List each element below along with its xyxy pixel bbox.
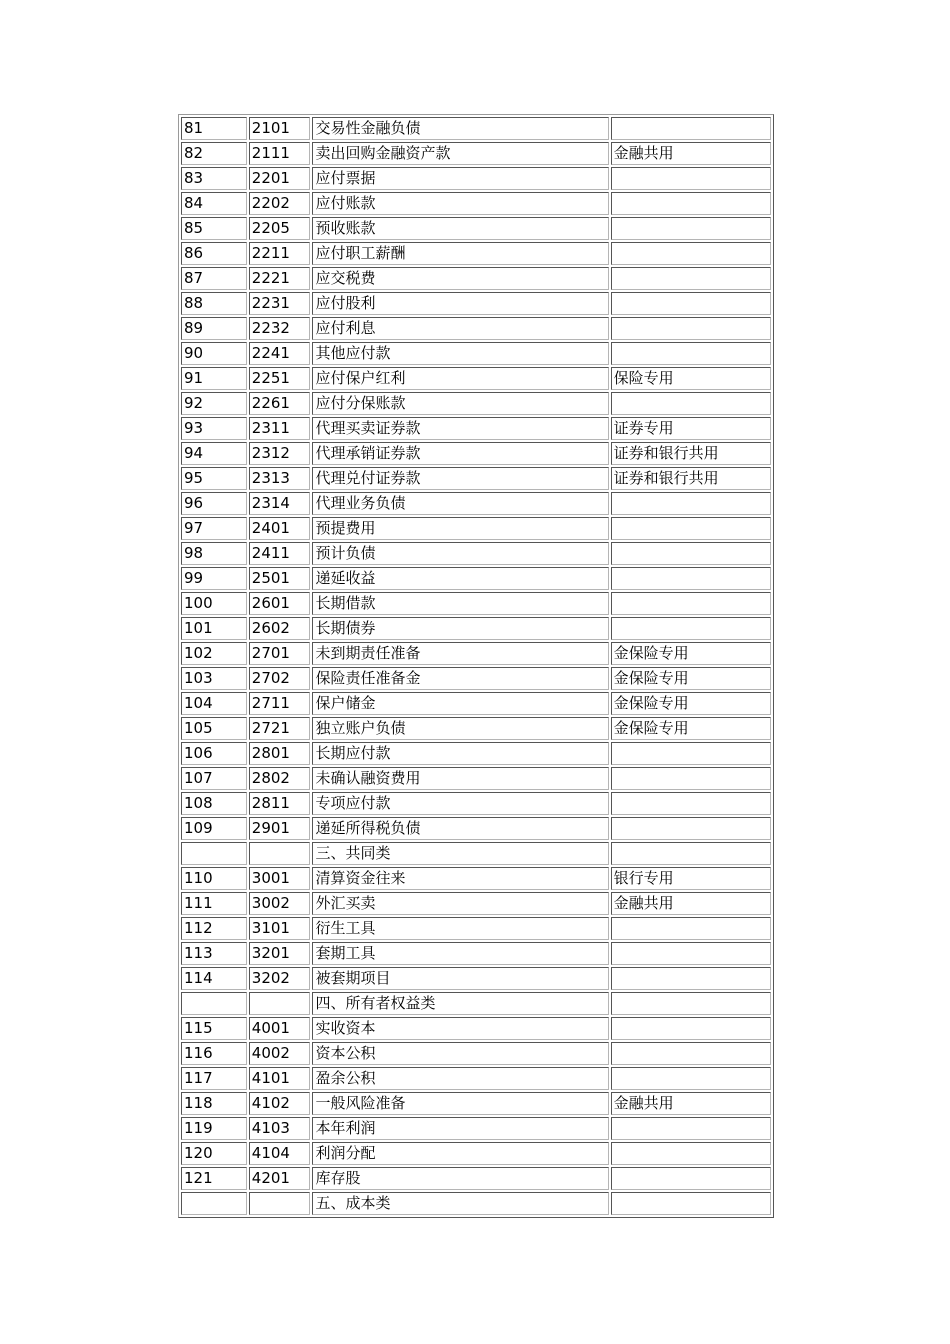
table-row [181,117,771,140]
note-cell: 保险专用 [611,367,771,390]
account-name-cell: 应付分保账款 [312,392,608,415]
seq-cell: 85 [181,217,247,240]
account-name-cell: 套期工具 [312,942,608,965]
seq-cell: 99 [181,567,247,590]
account-code-cell: 2312 [249,442,311,465]
note-cell [611,742,771,765]
account-code-cell: 4102 [249,1092,311,1115]
seq-cell: 86 [181,242,247,265]
table-row [181,517,771,540]
seq-cell: 119 [181,1117,247,1140]
account-name-cell: 本年利润 [312,1117,608,1140]
account-name-cell: 卖出回购金融资产款 [312,142,608,165]
seq-cell: 94 [181,442,247,465]
note-cell: 证券专用 [611,417,771,440]
seq-cell: 96 [181,492,247,515]
note-cell [611,1017,771,1040]
seq-cell: 105 [181,717,247,740]
note-cell: 金融共用 [611,142,771,165]
table-row [181,617,771,640]
account-code-cell: 2211 [249,242,311,265]
account-code-cell: 2101 [249,117,311,140]
account-code-cell [249,1192,311,1215]
table-row [181,1142,771,1165]
account-name-cell: 三、共同类 [312,842,608,865]
note-cell [611,942,771,965]
table-row [181,542,771,565]
table-row [181,867,771,890]
table-row [181,767,771,790]
note-cell [611,317,771,340]
note-cell [611,117,771,140]
account-name-cell: 未确认融资费用 [312,767,608,790]
note-cell [611,1142,771,1165]
note-cell [611,292,771,315]
seq-cell: 115 [181,1017,247,1040]
note-cell [611,192,771,215]
note-cell [611,1192,771,1215]
table-row [181,1092,771,1115]
note-cell [611,517,771,540]
account-name-cell: 代理业务负债 [312,492,608,515]
table-row [181,192,771,215]
seq-cell: 90 [181,342,247,365]
note-cell [611,817,771,840]
table-row [181,317,771,340]
seq-cell [181,992,247,1015]
table-row [181,667,771,690]
seq-cell: 112 [181,917,247,940]
seq-cell: 108 [181,792,247,815]
seq-cell: 117 [181,1067,247,1090]
account-name-cell: 被套期项目 [312,967,608,990]
account-name-cell: 长期债券 [312,617,608,640]
account-name-cell: 长期应付款 [312,742,608,765]
account-name-cell: 应付保户红利 [312,367,608,390]
seq-cell: 98 [181,542,247,565]
table-row [181,567,771,590]
note-cell [611,767,771,790]
account-code-cell: 4002 [249,1042,311,1065]
account-name-cell: 代理兑付证券款 [312,467,608,490]
note-cell [611,392,771,415]
account-name-cell: 实收资本 [312,1017,608,1040]
account-code-cell: 3001 [249,867,311,890]
seq-cell [181,1192,247,1215]
account-code-cell: 4103 [249,1117,311,1140]
table-row [181,1117,771,1140]
account-code-cell: 3201 [249,942,311,965]
table-row [181,817,771,840]
account-name-cell: 保户储金 [312,692,608,715]
seq-cell: 116 [181,1042,247,1065]
account-name-cell: 预提费用 [312,517,608,540]
account-name-cell: 其他应付款 [312,342,608,365]
seq-cell: 111 [181,892,247,915]
account-code-cell: 2205 [249,217,311,240]
note-cell: 金保险专用 [611,717,771,740]
seq-cell: 120 [181,1142,247,1165]
account-code-cell: 2314 [249,492,311,515]
seq-cell: 83 [181,167,247,190]
account-name-cell: 应交税费 [312,267,608,290]
account-name-cell: 资本公积 [312,1042,608,1065]
note-cell [611,267,771,290]
account-code-cell: 2401 [249,517,311,540]
seq-cell: 91 [181,367,247,390]
seq-cell: 92 [181,392,247,415]
account-name-cell: 保险责任准备金 [312,667,608,690]
account-code-cell: 2702 [249,667,311,690]
seq-cell: 118 [181,1092,247,1115]
table-row [181,1017,771,1040]
table-row [181,642,771,665]
account-code-cell: 4001 [249,1017,311,1040]
note-cell: 金保险专用 [611,642,771,665]
table-row [181,1042,771,1065]
note-cell: 金保险专用 [611,667,771,690]
account-name-cell: 预收账款 [312,217,608,240]
seq-cell: 97 [181,517,247,540]
table-row [181,267,771,290]
seq-cell: 109 [181,817,247,840]
account-code-cell: 2601 [249,592,311,615]
table-row [181,167,771,190]
note-cell [611,167,771,190]
account-code-cell: 2411 [249,542,311,565]
table-row [181,417,771,440]
note-cell [611,1067,771,1090]
seq-cell: 110 [181,867,247,890]
note-cell [611,492,771,515]
table-row [181,467,771,490]
table-row [181,967,771,990]
account-name-cell: 五、成本类 [312,1192,608,1215]
table-row [181,1167,771,1190]
seq-cell: 101 [181,617,247,640]
account-name-cell: 预计负债 [312,542,608,565]
account-code-cell: 2261 [249,392,311,415]
table-row [181,692,771,715]
note-cell: 证券和银行共用 [611,467,771,490]
seq-cell: 93 [181,417,247,440]
seq-cell: 95 [181,467,247,490]
account-name-cell: 专项应付款 [312,792,608,815]
account-code-cell [249,842,311,865]
note-cell: 银行专用 [611,867,771,890]
seq-cell: 103 [181,667,247,690]
account-name-cell: 盈余公积 [312,1067,608,1090]
account-code-cell: 2201 [249,167,311,190]
account-code-cell: 3101 [249,917,311,940]
seq-cell: 87 [181,267,247,290]
account-code-cell: 2311 [249,417,311,440]
account-code-cell: 2241 [249,342,311,365]
account-code-cell: 3202 [249,967,311,990]
table-row [181,442,771,465]
account-code-cell: 4104 [249,1142,311,1165]
account-code-cell: 2811 [249,792,311,815]
note-cell [611,342,771,365]
account-name-cell: 应付股利 [312,292,608,315]
note-cell [611,967,771,990]
account-code-cell: 2251 [249,367,311,390]
note-cell [611,1167,771,1190]
table-row [181,992,771,1015]
account-code-cell: 2111 [249,142,311,165]
table-row [181,892,771,915]
note-cell: 证券和银行共用 [611,442,771,465]
seq-cell: 106 [181,742,247,765]
note-cell [611,617,771,640]
seq-cell: 81 [181,117,247,140]
account-name-cell: 代理承销证券款 [312,442,608,465]
seq-cell: 100 [181,592,247,615]
account-code-cell: 3002 [249,892,311,915]
seq-cell: 113 [181,942,247,965]
account-code-cell: 2221 [249,267,311,290]
account-code-cell: 4201 [249,1167,311,1190]
note-cell: 金融共用 [611,1092,771,1115]
account-name-cell: 利润分配 [312,1142,608,1165]
account-name-cell: 长期借款 [312,592,608,615]
account-name-cell: 一般风险准备 [312,1092,608,1115]
account-name-cell: 递延所得税负债 [312,817,608,840]
account-name-cell: 交易性金融负债 [312,117,608,140]
seq-cell: 84 [181,192,247,215]
account-code-cell: 2802 [249,767,311,790]
account-code-cell: 2313 [249,467,311,490]
table-row [181,142,771,165]
note-cell [611,792,771,815]
table-row [181,917,771,940]
table-row [181,717,771,740]
account-code-cell: 2231 [249,292,311,315]
note-cell [611,1117,771,1140]
note-cell [611,992,771,1015]
account-code-cell: 2202 [249,192,311,215]
seq-cell: 89 [181,317,247,340]
account-name-cell: 应付票据 [312,167,608,190]
seq-cell [181,842,247,865]
note-cell [611,842,771,865]
table-row [181,792,771,815]
account-code-cell: 2232 [249,317,311,340]
table-row [181,1067,771,1090]
account-code-cell: 2721 [249,717,311,740]
note-cell [611,242,771,265]
table-row [181,842,771,865]
note-cell [611,542,771,565]
account-code-cell: 2701 [249,642,311,665]
table-row [181,1192,771,1215]
account-name-cell: 应付账款 [312,192,608,215]
note-cell [611,592,771,615]
table-row [181,342,771,365]
note-cell [611,567,771,590]
account-name-cell: 外汇买卖 [312,892,608,915]
account-name-cell: 代理买卖证券款 [312,417,608,440]
table-row [181,367,771,390]
account-name-cell: 应付利息 [312,317,608,340]
accounts-table-body [181,117,771,1215]
note-cell [611,217,771,240]
account-name-cell: 衍生工具 [312,917,608,940]
account-code-cell [249,992,311,1015]
seq-cell: 102 [181,642,247,665]
table-row [181,292,771,315]
table-row [181,492,771,515]
account-code-cell: 2711 [249,692,311,715]
account-code-cell: 2602 [249,617,311,640]
account-name-cell: 四、所有者权益类 [312,992,608,1015]
account-code-cell: 2801 [249,742,311,765]
seq-cell: 121 [181,1167,247,1190]
seq-cell: 104 [181,692,247,715]
table-row [181,392,771,415]
account-name-cell: 独立账户负债 [312,717,608,740]
note-cell: 金融共用 [611,892,771,915]
account-name-cell: 库存股 [312,1167,608,1190]
table-row [181,742,771,765]
seq-cell: 88 [181,292,247,315]
note-cell [611,917,771,940]
table-row [181,942,771,965]
account-code-cell: 2901 [249,817,311,840]
seq-cell: 107 [181,767,247,790]
table-row [181,592,771,615]
seq-cell: 114 [181,967,247,990]
accounts-table [178,114,774,1218]
table-row [181,217,771,240]
account-name-cell: 应付职工薪酬 [312,242,608,265]
account-name-cell: 清算资金往来 [312,867,608,890]
note-cell: 金保险专用 [611,692,771,715]
account-name-cell: 未到期责任准备 [312,642,608,665]
note-cell [611,1042,771,1065]
table-row [181,242,771,265]
account-name-cell: 递延收益 [312,567,608,590]
seq-cell: 82 [181,142,247,165]
account-code-cell: 2501 [249,567,311,590]
account-code-cell: 4101 [249,1067,311,1090]
